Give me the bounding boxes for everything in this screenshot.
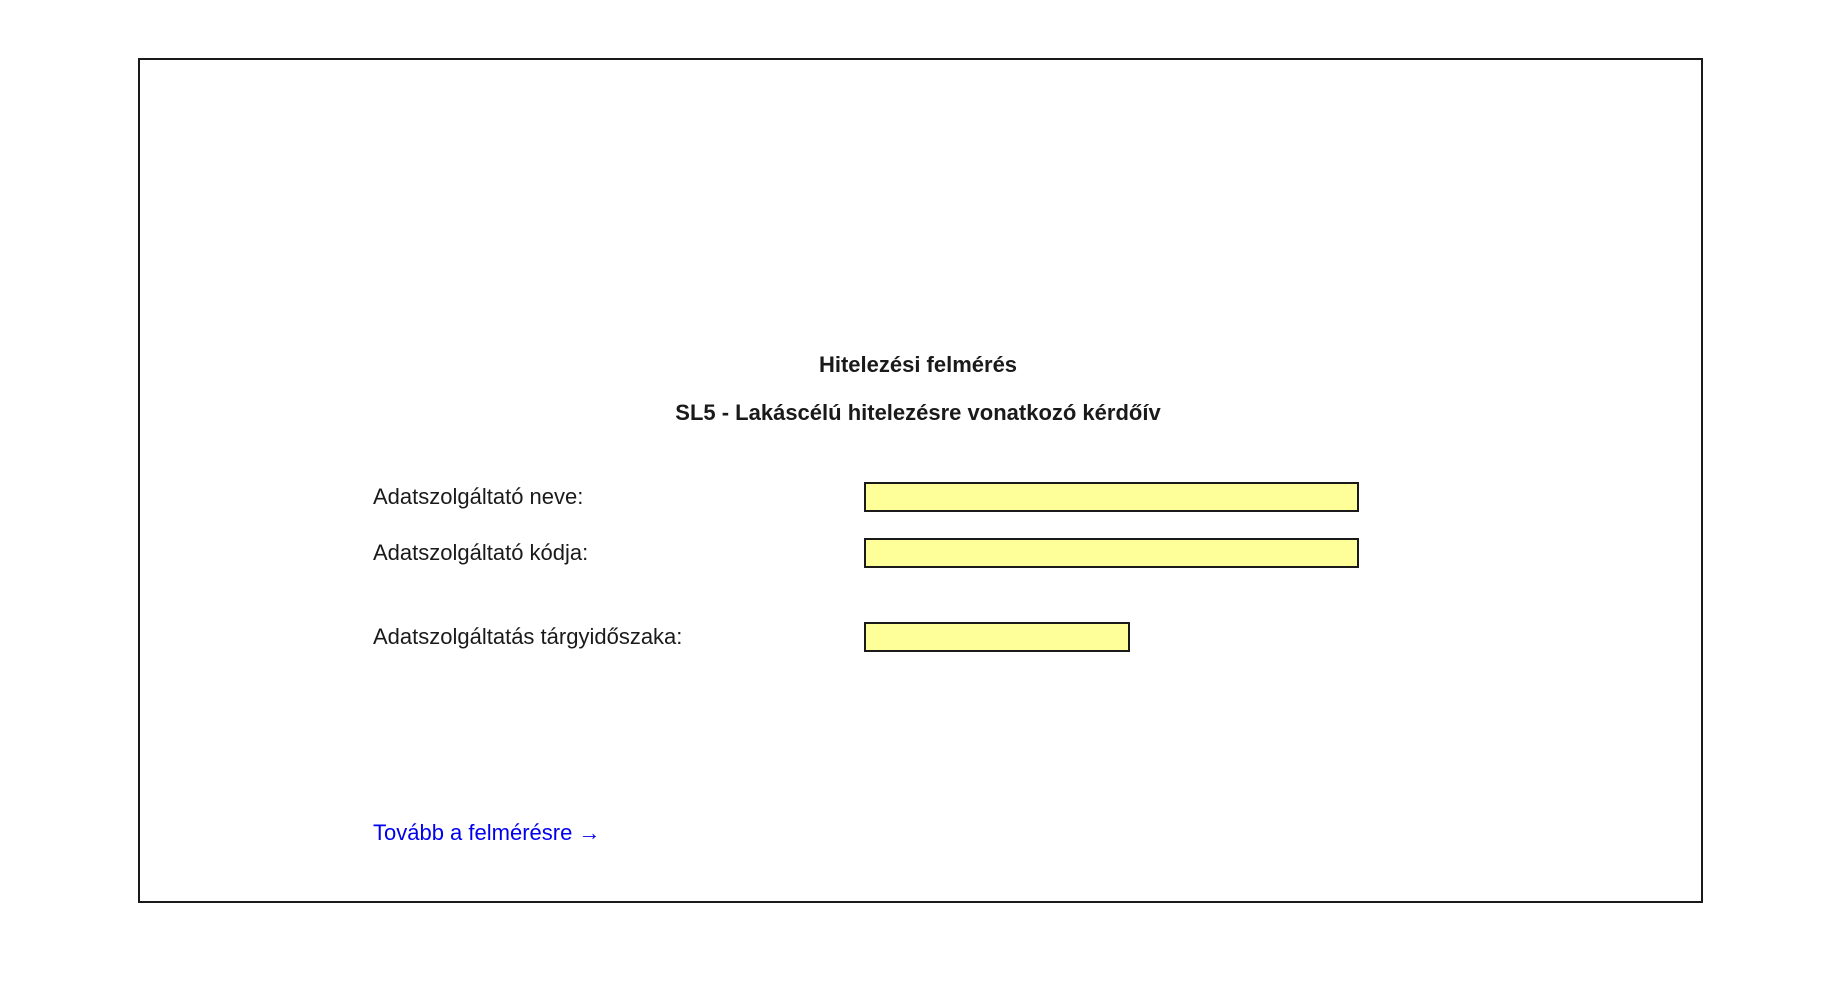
reporting-period-label: Adatszolgáltatás tárgyidőszaka:: [373, 624, 683, 649]
provider-name-label: Adatszolgáltató neve:: [373, 484, 584, 509]
provider-code-field[interactable]: [864, 538, 1359, 568]
form-subtitle: SL5 - Lakáscélú hitelezésre vonatkozó kérdőív: [675, 400, 1161, 425]
reporting-period-field[interactable]: [864, 622, 1130, 652]
provider-code-label: Adatszolgáltató kódja:: [373, 540, 589, 565]
form-frame: [138, 58, 1703, 903]
continue-to-survey-link[interactable]: Tovább a felmérésre →: [373, 820, 601, 845]
provider-name-field[interactable]: [864, 482, 1359, 512]
form-title: Hitelezési felmérés: [818, 352, 1018, 377]
